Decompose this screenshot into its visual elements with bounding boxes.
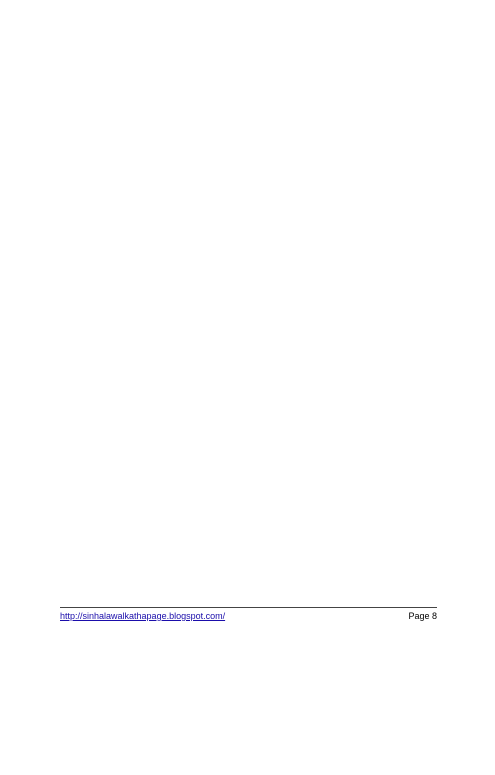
- paragraph-14: [60, 595, 437, 607]
- paragraph-8: [60, 312, 437, 324]
- page-footer: [60, 607, 437, 621]
- page-number: Page 8: [408, 611, 437, 621]
- paragraph-10: [60, 364, 437, 376]
- paragraph-17: [60, 673, 437, 685]
- paragraph-11: [60, 390, 437, 402]
- paragraph-13: [60, 468, 437, 581]
- paragraph-4: [60, 169, 437, 194]
- blog-link[interactable]: http://sinhalawalkathapage.blogspot.com/: [60, 611, 226, 621]
- paragraph-2: [60, 104, 437, 116]
- paragraph-3: [60, 130, 437, 155]
- paragraph-15: [60, 621, 437, 633]
- paragraph-5: [60, 208, 437, 233]
- paragraph-1: [60, 52, 437, 90]
- paragraph-12: [60, 416, 437, 454]
- paragraph-16: [60, 647, 437, 659]
- paragraph-9: [60, 338, 437, 350]
- paragraph-6: [60, 247, 437, 259]
- paragraph-19: [60, 725, 437, 775]
- paragraph-7: [60, 273, 437, 298]
- paragraph-18: [60, 699, 437, 711]
